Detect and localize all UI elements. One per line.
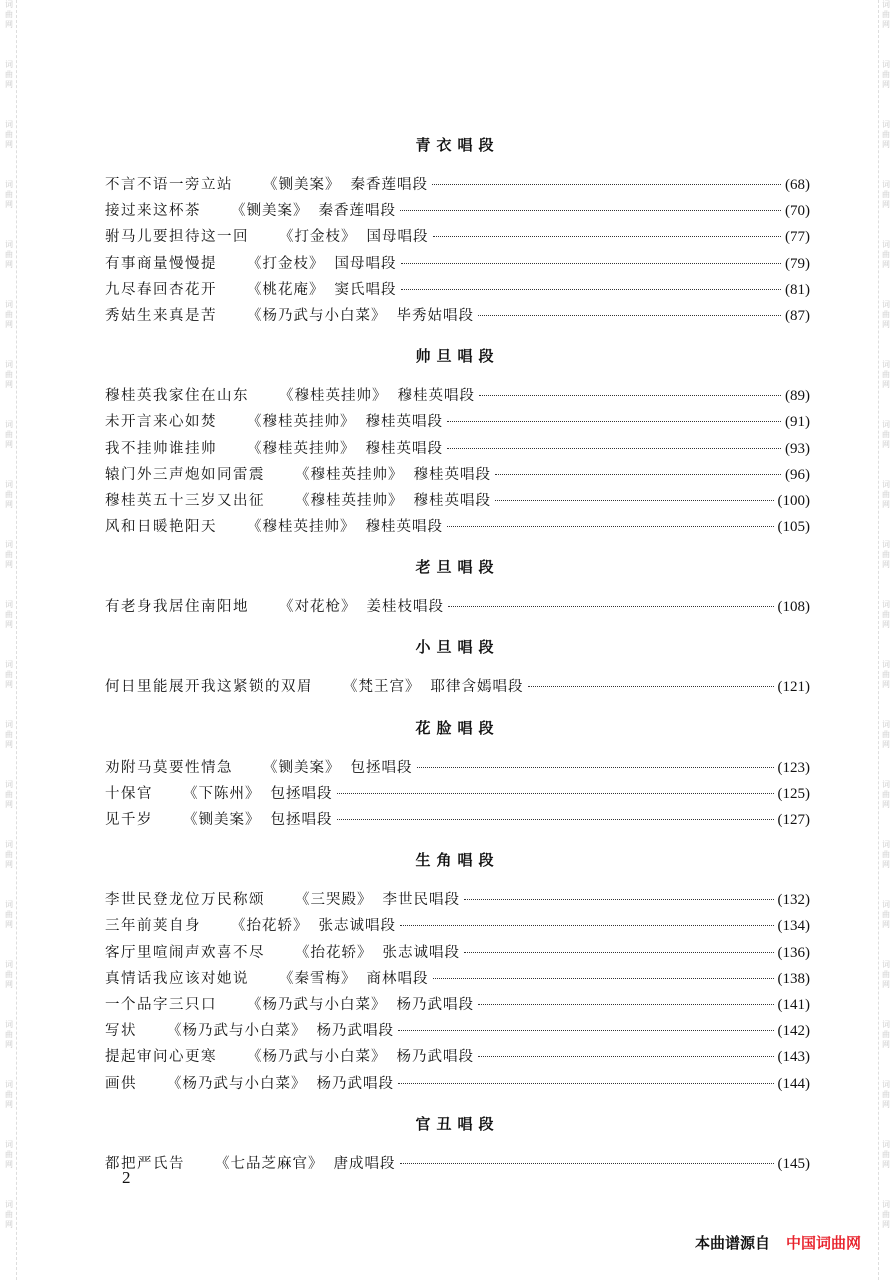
section-title: 帅旦唱段 bbox=[415, 347, 500, 366]
toc-entry[interactable] bbox=[105, 303, 810, 329]
entry-page: (108) bbox=[777, 599, 810, 616]
entry-title: 未开言来心如焚 bbox=[105, 414, 217, 431]
toc-section bbox=[105, 715, 810, 848]
toc-entry[interactable] bbox=[105, 1018, 810, 1044]
entry-page: (93) bbox=[785, 440, 810, 457]
section-gap bbox=[105, 833, 810, 847]
watermark-mark: 词 曲 网 bbox=[5, 60, 13, 89]
entry-title: 见千岁 bbox=[105, 812, 153, 828]
table-of-contents bbox=[105, 132, 810, 1191]
entry-role: 耶律含嫣唱段 bbox=[430, 679, 524, 696]
section-title: 老旦唱段 bbox=[415, 558, 500, 577]
entry-role: 姜桂枝唱段 bbox=[366, 599, 444, 616]
entry-role: 包拯唱段 bbox=[270, 785, 333, 802]
entry-opera: 《抬花轿》 bbox=[231, 918, 309, 935]
toc-section bbox=[105, 847, 810, 1111]
dot-leader bbox=[337, 793, 774, 794]
watermark-mark: 词 曲 网 bbox=[882, 660, 890, 689]
toc-entry[interactable] bbox=[105, 277, 810, 303]
entry-title: 辕门外三声炮如同雷震 bbox=[105, 466, 265, 483]
toc-entry[interactable] bbox=[105, 409, 810, 435]
entry-role: 穆桂英唱段 bbox=[397, 388, 475, 405]
entry-page: (138) bbox=[777, 970, 810, 987]
watermark-mark: 词 曲 网 bbox=[5, 600, 13, 629]
toc-entry[interactable] bbox=[105, 807, 810, 833]
watermark-mark: 词 曲 网 bbox=[882, 0, 890, 29]
entry-title: 驸马儿要担待这一回 bbox=[105, 229, 249, 246]
watermark-mark: 词 曲 网 bbox=[5, 300, 13, 329]
dot-leader bbox=[447, 421, 781, 422]
entry-title: 真情话我应该对她说 bbox=[105, 970, 249, 987]
entry-opera: 《打金枝》 bbox=[279, 229, 357, 246]
entry-page: (132) bbox=[777, 892, 810, 909]
watermark-mark: 词 曲 网 bbox=[5, 420, 13, 449]
entry-title: 何日里能展开我这紧锁的双眉 bbox=[105, 679, 313, 696]
watermark-mark: 词 曲 网 bbox=[882, 420, 890, 449]
dot-leader bbox=[432, 184, 781, 185]
entry-role: 包拯唱段 bbox=[350, 759, 413, 776]
entry-role: 杨乃武唱段 bbox=[316, 1075, 394, 1092]
entry-title: 都把严氏告 bbox=[105, 1155, 185, 1172]
watermark-mark: 词 曲 网 bbox=[5, 1140, 13, 1169]
watermark-mark: 词 曲 网 bbox=[882, 1140, 890, 1169]
entry-title: 三年前荚自身 bbox=[105, 918, 201, 935]
watermark-mark: 词 曲 网 bbox=[5, 1020, 13, 1049]
dot-leader bbox=[401, 289, 782, 290]
entry-opera: 《杨乃武与小白菜》 bbox=[167, 1023, 307, 1040]
entry-opera: 《桃花庵》 bbox=[247, 281, 325, 298]
entry-page: (70) bbox=[785, 203, 810, 220]
entry-title: 有老身我居住南阳地 bbox=[105, 599, 249, 616]
watermark-mark: 词 曲 网 bbox=[5, 360, 13, 389]
entry-opera: 《穆桂英挂帅》 bbox=[247, 519, 356, 536]
watermark-mark: 词 曲 网 bbox=[882, 960, 890, 989]
toc-entry[interactable] bbox=[105, 755, 810, 781]
dot-leader bbox=[448, 606, 774, 607]
dot-leader bbox=[478, 1004, 774, 1005]
dot-leader bbox=[398, 1030, 774, 1031]
toc-entry[interactable] bbox=[105, 913, 810, 939]
dot-leader bbox=[400, 1163, 774, 1164]
dot-leader bbox=[417, 767, 774, 768]
entry-role: 杨乃武唱段 bbox=[316, 1023, 394, 1040]
watermark-mark: 词 曲 网 bbox=[5, 720, 13, 749]
entry-opera: 《杨乃武与小白菜》 bbox=[247, 1049, 387, 1066]
entry-title: 一个品字三只口 bbox=[105, 996, 217, 1013]
entry-role: 杨乃武唱段 bbox=[396, 996, 474, 1013]
entry-title: 画供 bbox=[105, 1075, 137, 1092]
watermark-mark: 词 曲 网 bbox=[5, 540, 13, 569]
toc-section bbox=[105, 343, 810, 554]
dot-leader bbox=[398, 1083, 774, 1084]
source-label: 本曲谱源自 bbox=[694, 1234, 770, 1252]
entry-page: (100) bbox=[777, 492, 810, 509]
toc-entry[interactable] bbox=[105, 966, 810, 992]
watermark-mark: 词 曲 网 bbox=[882, 600, 890, 629]
entry-opera: 《抬花轿》 bbox=[295, 944, 373, 961]
toc-entry[interactable] bbox=[105, 781, 810, 807]
entry-opera: 《杨乃武与小白菜》 bbox=[167, 1075, 307, 1092]
watermark-mark: 词 曲 网 bbox=[882, 840, 890, 869]
entry-page: (79) bbox=[785, 255, 810, 272]
entry-role: 穆桂英唱段 bbox=[365, 519, 443, 536]
watermark-mark: 词 曲 网 bbox=[882, 240, 890, 269]
entry-opera: 《穆桂英挂帅》 bbox=[295, 492, 404, 509]
dot-leader bbox=[433, 236, 782, 237]
entry-page: (134) bbox=[777, 918, 810, 935]
entry-role: 李世民唱段 bbox=[382, 892, 460, 909]
toc-entry[interactable] bbox=[105, 172, 810, 198]
entry-role: 穆桂英唱段 bbox=[365, 414, 443, 431]
watermark-mark: 词 曲 网 bbox=[882, 900, 890, 929]
entry-opera: 《穆桂英挂帅》 bbox=[295, 466, 404, 483]
toc-entry[interactable] bbox=[105, 488, 810, 514]
dot-leader bbox=[479, 395, 781, 396]
dot-leader bbox=[400, 925, 774, 926]
entry-role: 穆桂英唱段 bbox=[365, 440, 443, 457]
dot-leader bbox=[337, 819, 774, 820]
dot-leader bbox=[495, 474, 781, 475]
section-title: 青衣唱段 bbox=[415, 136, 500, 154]
entry-title: 秀姑生来真是苦 bbox=[105, 307, 217, 324]
toc-entry[interactable] bbox=[105, 251, 810, 277]
watermark-mark: 词 曲 网 bbox=[5, 180, 13, 209]
dot-leader bbox=[464, 899, 774, 900]
entry-opera: 《三哭殿》 bbox=[295, 892, 373, 909]
toc-entry[interactable] bbox=[105, 992, 810, 1018]
watermark-mark: 词 曲 网 bbox=[882, 360, 890, 389]
entry-role: 秦香莲唱段 bbox=[350, 177, 428, 193]
entry-page: (143) bbox=[777, 1049, 810, 1066]
section-gap bbox=[105, 329, 810, 343]
entry-opera: 《穆桂英挂帅》 bbox=[247, 414, 356, 431]
entry-opera: 《打金枝》 bbox=[247, 255, 325, 272]
entry-role: 张志诚唱段 bbox=[382, 944, 460, 961]
entry-title: 提起审问心更寒 bbox=[105, 1049, 217, 1066]
toc-section bbox=[105, 1111, 810, 1191]
dot-leader bbox=[400, 210, 781, 211]
watermark-mark: 词 曲 网 bbox=[882, 1080, 890, 1109]
watermark-mark: 词 曲 网 bbox=[882, 720, 890, 749]
entry-role: 窦氏唱段 bbox=[334, 281, 397, 298]
section-title: 官丑唱段 bbox=[415, 1114, 500, 1133]
section-gap bbox=[105, 701, 810, 715]
watermark-mark: 词 曲 网 bbox=[882, 60, 890, 89]
watermark-mark: 词 曲 网 bbox=[5, 960, 13, 989]
toc-entry[interactable] bbox=[105, 674, 810, 700]
brand-link[interactable]: 中国词曲网 bbox=[785, 1234, 861, 1252]
watermark-mark: 词 曲 网 bbox=[882, 120, 890, 149]
toc-entry[interactable] bbox=[105, 514, 810, 540]
entry-title: 十保官 bbox=[105, 785, 153, 802]
entry-page: (125) bbox=[777, 785, 810, 802]
section-title: 小旦唱段 bbox=[415, 638, 500, 657]
entry-opera: 《铡美案》 bbox=[183, 812, 261, 828]
entry-opera: 《杨乃武与小白菜》 bbox=[247, 307, 387, 324]
watermark-mark: 词 曲 网 bbox=[5, 480, 13, 509]
toc-entry[interactable] bbox=[105, 462, 810, 488]
entry-opera: 《下陈州》 bbox=[183, 785, 261, 802]
watermark-mark: 词 曲 网 bbox=[882, 780, 890, 809]
section-title: 生角唱段 bbox=[415, 851, 500, 870]
entry-title: 风和日暖艳阳天 bbox=[105, 519, 217, 536]
watermark-mark: 词 曲 网 bbox=[5, 120, 13, 149]
watermark-mark: 词 曲 网 bbox=[882, 180, 890, 209]
toc-section bbox=[105, 634, 810, 714]
entry-opera: 《铡美案》 bbox=[263, 177, 341, 193]
entry-role: 唐成唱段 bbox=[333, 1155, 396, 1172]
entry-role: 国母唱段 bbox=[334, 255, 397, 272]
entry-opera: 《铡美案》 bbox=[231, 203, 309, 220]
toc-entry[interactable] bbox=[105, 940, 810, 966]
entry-page: (145) bbox=[777, 1155, 810, 1172]
entry-title: 我不挂帅谁挂帅 bbox=[105, 440, 217, 457]
entry-opera: 《秦雪梅》 bbox=[279, 970, 357, 987]
toc-entry[interactable] bbox=[105, 1071, 810, 1097]
watermark-mark: 词 曲 网 bbox=[882, 1200, 890, 1229]
watermark-mark: 词 曲 网 bbox=[5, 1080, 13, 1109]
watermark-mark: 词 曲 网 bbox=[5, 1200, 13, 1229]
section-gap bbox=[105, 620, 810, 634]
dot-leader bbox=[464, 952, 774, 953]
section-title: 花脸唱段 bbox=[415, 718, 500, 737]
entry-title: 客厅里喧闹声欢喜不尽 bbox=[105, 944, 265, 961]
page-number: 2 bbox=[122, 1168, 131, 1187]
entry-opera: 《穆桂英挂帅》 bbox=[279, 388, 388, 405]
entry-opera: 《梵王宫》 bbox=[343, 679, 421, 696]
toc-entry[interactable] bbox=[105, 594, 810, 620]
right-watermark-strip bbox=[878, 0, 893, 1280]
toc-entry[interactable] bbox=[105, 224, 810, 250]
entry-title: 有事商量慢慢提 bbox=[105, 255, 217, 272]
entry-title: 九尽春回杏花开 bbox=[105, 281, 217, 298]
entry-opera: 《七品芝麻官》 bbox=[215, 1155, 324, 1172]
entry-page: (87) bbox=[785, 307, 810, 324]
entry-page: (105) bbox=[777, 519, 810, 536]
entry-role: 包拯唱段 bbox=[270, 812, 333, 828]
toc-entry[interactable] bbox=[105, 198, 810, 224]
section-gap bbox=[105, 540, 810, 554]
entry-title: 写状 bbox=[105, 1023, 137, 1040]
entry-opera: 《穆桂英挂帅》 bbox=[247, 440, 356, 457]
entry-page: (144) bbox=[777, 1075, 810, 1092]
section-gap bbox=[105, 1097, 810, 1111]
dot-leader bbox=[447, 448, 781, 449]
toc-entry[interactable] bbox=[105, 1151, 810, 1177]
dot-leader bbox=[401, 263, 782, 264]
entry-role: 杨乃武唱段 bbox=[396, 1049, 474, 1066]
entry-opera: 《对花枪》 bbox=[279, 599, 357, 616]
dot-leader bbox=[433, 978, 774, 979]
toc-entry[interactable] bbox=[105, 887, 810, 913]
entry-title: 不言不语一旁立站 bbox=[105, 177, 233, 193]
entry-page: (96) bbox=[785, 466, 810, 483]
watermark-mark: 词 曲 网 bbox=[882, 480, 890, 509]
entry-role: 张志诚唱段 bbox=[318, 918, 396, 935]
dot-leader bbox=[478, 1056, 774, 1057]
entry-title: 穆桂英我家住在山东 bbox=[105, 388, 249, 405]
entry-role: 国母唱段 bbox=[366, 229, 429, 246]
entry-title: 李世民登龙位万民称颂 bbox=[105, 892, 265, 909]
watermark-mark: 词 曲 网 bbox=[5, 840, 13, 869]
entry-page: (123) bbox=[777, 759, 810, 776]
entry-role: 商林唱段 bbox=[366, 970, 429, 987]
entry-page: (141) bbox=[777, 996, 810, 1013]
entry-title: 劝附马莫要性情急 bbox=[105, 759, 233, 776]
entry-role: 穆桂英唱段 bbox=[413, 492, 491, 509]
dot-leader bbox=[478, 315, 781, 316]
watermark-mark: 词 曲 网 bbox=[5, 660, 13, 689]
entry-opera: 《铡美案》 bbox=[263, 759, 341, 776]
entry-page: (127) bbox=[777, 812, 810, 828]
entry-page: (81) bbox=[785, 281, 810, 298]
toc-entry[interactable] bbox=[105, 436, 810, 462]
section-gap bbox=[105, 1177, 810, 1191]
watermark-mark: 词 曲 网 bbox=[5, 900, 13, 929]
toc-section bbox=[105, 554, 810, 634]
toc-entry[interactable] bbox=[105, 1044, 810, 1070]
dot-leader bbox=[447, 526, 774, 527]
entry-role: 毕秀姑唱段 bbox=[396, 307, 474, 324]
entry-title: 接过来这杯茶 bbox=[105, 203, 201, 220]
watermark-mark: 词 曲 网 bbox=[882, 1020, 890, 1049]
entry-page: (91) bbox=[785, 414, 810, 431]
entry-role: 穆桂英唱段 bbox=[413, 466, 491, 483]
entry-page: (121) bbox=[777, 679, 810, 696]
watermark-mark: 词 曲 网 bbox=[5, 0, 13, 29]
entry-opera: 《杨乃武与小白菜》 bbox=[247, 996, 387, 1013]
watermark-mark: 词 曲 网 bbox=[882, 540, 890, 569]
entry-page: (136) bbox=[777, 944, 810, 961]
toc-section bbox=[105, 132, 810, 343]
watermark-mark: 词 曲 网 bbox=[5, 240, 13, 269]
entry-page: (77) bbox=[785, 229, 810, 246]
watermark-mark: 词 曲 网 bbox=[882, 300, 890, 329]
entry-page: (68) bbox=[785, 177, 810, 193]
watermark-mark: 词 曲 网 bbox=[5, 780, 13, 809]
source-footer bbox=[695, 1232, 861, 1253]
entry-page: (89) bbox=[785, 388, 810, 405]
dot-leader bbox=[495, 500, 774, 501]
toc-entry[interactable] bbox=[105, 383, 810, 409]
left-watermark-strip bbox=[2, 0, 17, 1280]
entry-role: 秦香莲唱段 bbox=[318, 203, 396, 220]
entry-page: (142) bbox=[777, 1023, 810, 1040]
dot-leader bbox=[528, 686, 774, 687]
entry-title: 穆桂英五十三岁又出征 bbox=[105, 492, 265, 509]
